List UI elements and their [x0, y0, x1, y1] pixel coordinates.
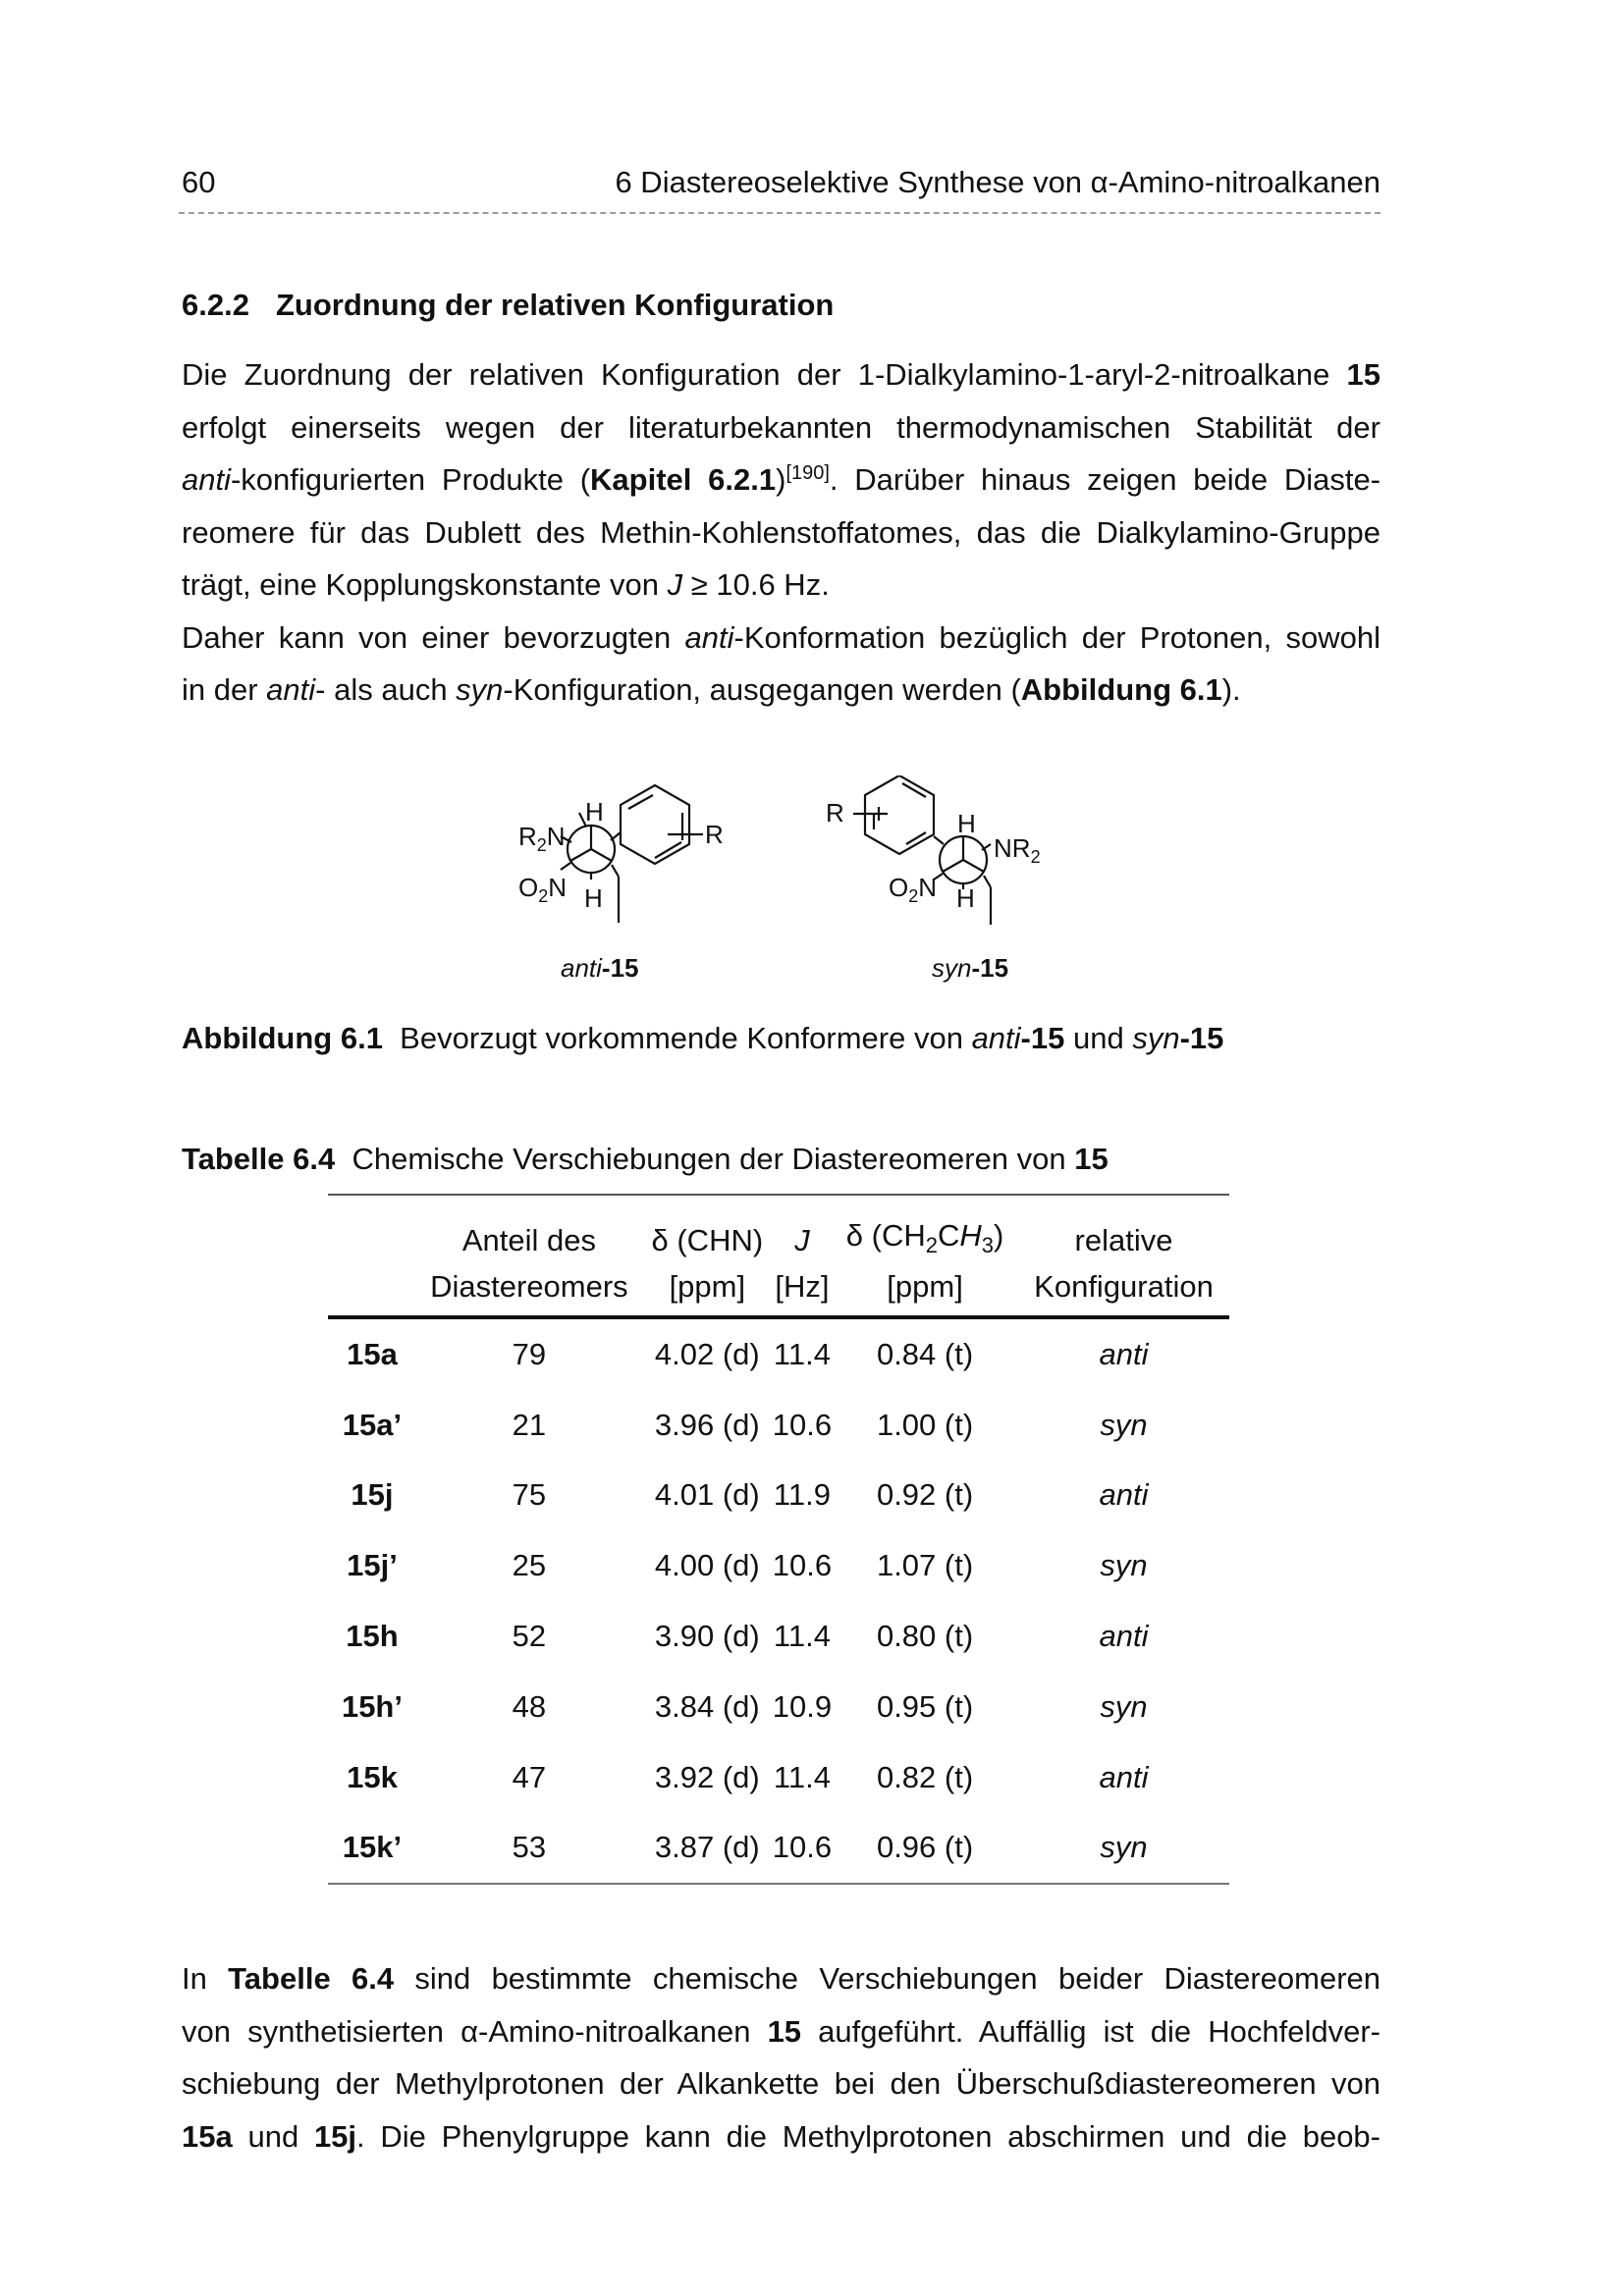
chn-cell: 4.00 (d) [654, 1548, 760, 1583]
text: ) [776, 462, 786, 497]
anteil-cell: 79 [512, 1336, 547, 1371]
anti-h-bottom: H [584, 883, 603, 913]
text: ≥ 10.6 Hz. [682, 567, 830, 602]
compound-cell: 15j’ [347, 1548, 398, 1583]
text: Daher kann von einer bevorzugten [182, 619, 685, 655]
text-italic: J [667, 567, 683, 602]
table-title [182, 1142, 1109, 1177]
header-cell: δ $(CH_2CH_3)$ [832, 1195, 1018, 1258]
syn-15-structure [826, 775, 1041, 983]
chapter-ref: Kapitel 6.2.1 [590, 462, 777, 497]
j-cell: 10.9 [772, 1688, 833, 1724]
anti-15-structure [518, 785, 724, 983]
header-rule [179, 212, 1380, 214]
paragraph-line: reomere für das Dublett des Methin-Kohlenstoffatomes, das die Dialkylamino-Gruppe [182, 514, 1380, 550]
header-cell [328, 1195, 416, 1258]
compound-ref: 15 [767, 2013, 802, 2049]
text: -Konformation bezüglich der Protonen, sowohl [733, 619, 1380, 655]
ch3-cell: 0.92 (t) [876, 1477, 974, 1513]
chn-cell: 3.84 (d) [654, 1688, 760, 1724]
section-number: 6.2.2 [182, 288, 249, 322]
text-italic: anti [266, 672, 316, 707]
paragraph-line [182, 348, 1380, 401]
syn-h-bottom: H [956, 883, 975, 913]
table-row [328, 1813, 1229, 1885]
anteil-cell: 47 [512, 1759, 547, 1794]
j-cell: 10.6 [772, 1548, 833, 1583]
header-cell: δ (CHN) [642, 1195, 773, 1258]
anti-r2n-label: $R_2N$ [518, 822, 566, 855]
paragraph-line [182, 2110, 1380, 2163]
text: in der [182, 672, 267, 707]
ch3-cell: 0.84 (t) [876, 1336, 974, 1371]
compound-cell: 15j [351, 1477, 394, 1513]
syn-o2n-label: $O_2N$ [889, 873, 938, 906]
config-cell: anti [1099, 1336, 1149, 1371]
table-header-row [328, 1258, 1229, 1317]
table-label: Tabelle 6.4 [182, 1142, 336, 1176]
chn-cell: 3.96 (d) [654, 1407, 760, 1442]
j-cell: 11.4 [773, 1759, 831, 1794]
config-cell: syn [1100, 1688, 1148, 1724]
config-cell: syn [1100, 1407, 1148, 1442]
anti-o2n-label: $O_2N$ [518, 873, 568, 906]
anteil-cell: 52 [512, 1619, 547, 1654]
figure-caption [182, 1021, 1223, 1056]
text-italic: anti [182, 462, 231, 497]
config-cell: anti [1099, 1477, 1149, 1513]
anteil-cell: 75 [512, 1477, 547, 1513]
header-cell [328, 1258, 416, 1317]
ch3-cell: 1.07 (t) [876, 1548, 974, 1583]
anteil-cell: 53 [416, 1813, 642, 1885]
text: -konfigurierten Produkte ( [230, 462, 591, 497]
table-row [328, 1530, 1229, 1601]
header-cell: J [773, 1195, 832, 1258]
compound-ref: 15 [1074, 1142, 1109, 1176]
syn-r-label: R [826, 798, 844, 828]
chn-cell: 4.02 (d) [654, 1336, 760, 1371]
text: - als auch [315, 672, 457, 707]
j-cell: 10.6 [772, 1407, 833, 1442]
compound-cell: 15k [347, 1759, 398, 1794]
text-italic: anti [684, 619, 734, 655]
text: Chemische Verschiebungen der Diastereomeren von [335, 1142, 1075, 1176]
paragraph-line [182, 1952, 1380, 2005]
j-cell: 11.9 [773, 1477, 831, 1513]
text: sind bestimmte chemische Verschiebungen beider Diastereomeren [394, 1961, 1381, 1996]
compound-cell: 15h [346, 1619, 399, 1654]
page-number: 60 [182, 165, 216, 199]
text: . Die Phenylgruppe kann die Methylprotonen abschirmen und die beob- [356, 2118, 1380, 2154]
ch3-cell: 0.82 (t) [876, 1759, 974, 1794]
chapter-title: 6 Diastereoselektive Synthese von α-Amino-nitroalkanen [615, 165, 1380, 199]
anteil-cell: 48 [512, 1688, 547, 1724]
header-cell: [Hz] [773, 1258, 832, 1317]
newman-projections-figure [476, 775, 1085, 991]
config-cell: anti [1099, 1619, 1149, 1654]
compound-ref: -15 [1179, 1021, 1224, 1055]
anteil-cell: 21 [512, 1407, 547, 1442]
compound-cell: 15h’ [341, 1688, 403, 1724]
shift-table [328, 1194, 1229, 1885]
config-cell: syn [1100, 1548, 1148, 1583]
paragraph-line: erfolgt einerseits wegen der literaturbekannten thermodynamischen Stabilität der [182, 409, 1380, 445]
table-header-row [328, 1195, 1229, 1258]
j-cell: 10.6 [773, 1813, 832, 1885]
ch3-cell: 0.95 (t) [876, 1688, 974, 1724]
table-row [328, 1601, 1229, 1672]
text: -Konfiguration, ausgegangen werden ( [503, 672, 1021, 707]
anti-h-top: H [585, 797, 604, 827]
header-cell: Anteil des [416, 1195, 642, 1258]
text: aufgeführt. Auffällig ist die Hochfeldver- [801, 2013, 1380, 2049]
compound-cell: 15k’ [328, 1813, 416, 1885]
text: trägt, eine Kopplungskonstante von [182, 567, 668, 602]
syn-h-top: H [957, 809, 976, 838]
text: und [1064, 1021, 1133, 1055]
paragraph-line [182, 454, 1380, 507]
paragraph-line [182, 2005, 1380, 2058]
compound-ref: 15 [1346, 357, 1380, 392]
chn-cell: 3.92 (d) [654, 1759, 760, 1794]
header-cell: relative [1018, 1195, 1229, 1258]
compound-ref: 15a [182, 2118, 233, 2154]
anteil-cell: 25 [512, 1548, 547, 1583]
section-heading [182, 288, 834, 323]
text: und [232, 2118, 314, 2154]
caption-label: Abbildung 6.1 [182, 1021, 383, 1055]
compound-ref: 15j [313, 2118, 357, 2154]
table-row [328, 1317, 1229, 1390]
compound-cell: 15a’ [342, 1407, 403, 1442]
paragraph-line [182, 559, 1380, 612]
figure-ref: Abbildung 6.1 [1020, 672, 1222, 707]
chn-cell: 3.87 (d) [642, 1813, 773, 1885]
header-cell: Konfiguration [1018, 1258, 1229, 1317]
config-cell: syn [1018, 1813, 1229, 1885]
text: . Darüber hinaus zeigen beide Diaste- [829, 462, 1381, 497]
ch3-cell: 0.80 (t) [876, 1619, 974, 1654]
header-cell: [ppm] [642, 1258, 773, 1317]
table-ref: Tabelle 6.4 [228, 1961, 395, 1996]
table-row [328, 1461, 1229, 1531]
j-cell: 11.4 [773, 1336, 831, 1371]
table-row [328, 1390, 1229, 1461]
j-cell: 11.4 [773, 1619, 831, 1654]
chn-cell: 4.01 (d) [654, 1477, 760, 1513]
text: Die Zuordnung der relativen Konfiguration der 1-Dialkylamino-1-aryl-2-nitroalkane [182, 357, 1347, 392]
syn-15-label: syn-15 [932, 953, 1009, 983]
paragraph-3 [182, 1952, 1380, 2163]
ch3-cell: 0.96 (t) [832, 1813, 1018, 1885]
header-cell: [ppm] [832, 1258, 1018, 1317]
config-cell: anti [1099, 1759, 1149, 1794]
anti-15-label: anti-15 [561, 953, 639, 983]
text-italic: syn [456, 672, 504, 707]
section-title: Zuordnung der relativen Konfiguration [276, 288, 835, 322]
paragraph-line [182, 664, 1380, 717]
header-cell: Diastereomers [416, 1258, 642, 1317]
table-row [328, 1742, 1229, 1813]
chn-cell: 3.90 (d) [654, 1619, 760, 1654]
table-row [328, 1672, 1229, 1742]
text-italic: syn [1132, 1021, 1180, 1055]
paragraph-line [182, 612, 1380, 665]
paragraph-1 [182, 348, 1380, 717]
paragraph-line: schiebung der Methylprotonen der Alkankette bei den Überschußdiastereomeren von [182, 2066, 1380, 2101]
compound-ref: -15 [1020, 1021, 1065, 1055]
text: ). [1221, 672, 1241, 707]
anti-r-label: R [705, 820, 724, 849]
text: Bevorzugt vorkommende Konformere von [382, 1021, 972, 1055]
text: In [182, 1961, 229, 1996]
ch3-cell: 1.00 (t) [876, 1407, 974, 1442]
compound-cell: 15a [347, 1336, 398, 1371]
citation-ref: [190] [785, 462, 830, 484]
text: von synthetisierten α-Amino-nitroalkanen [182, 2013, 768, 2049]
syn-nr2-label: $NR_2$ [994, 833, 1041, 867]
text-italic: anti [971, 1021, 1021, 1055]
